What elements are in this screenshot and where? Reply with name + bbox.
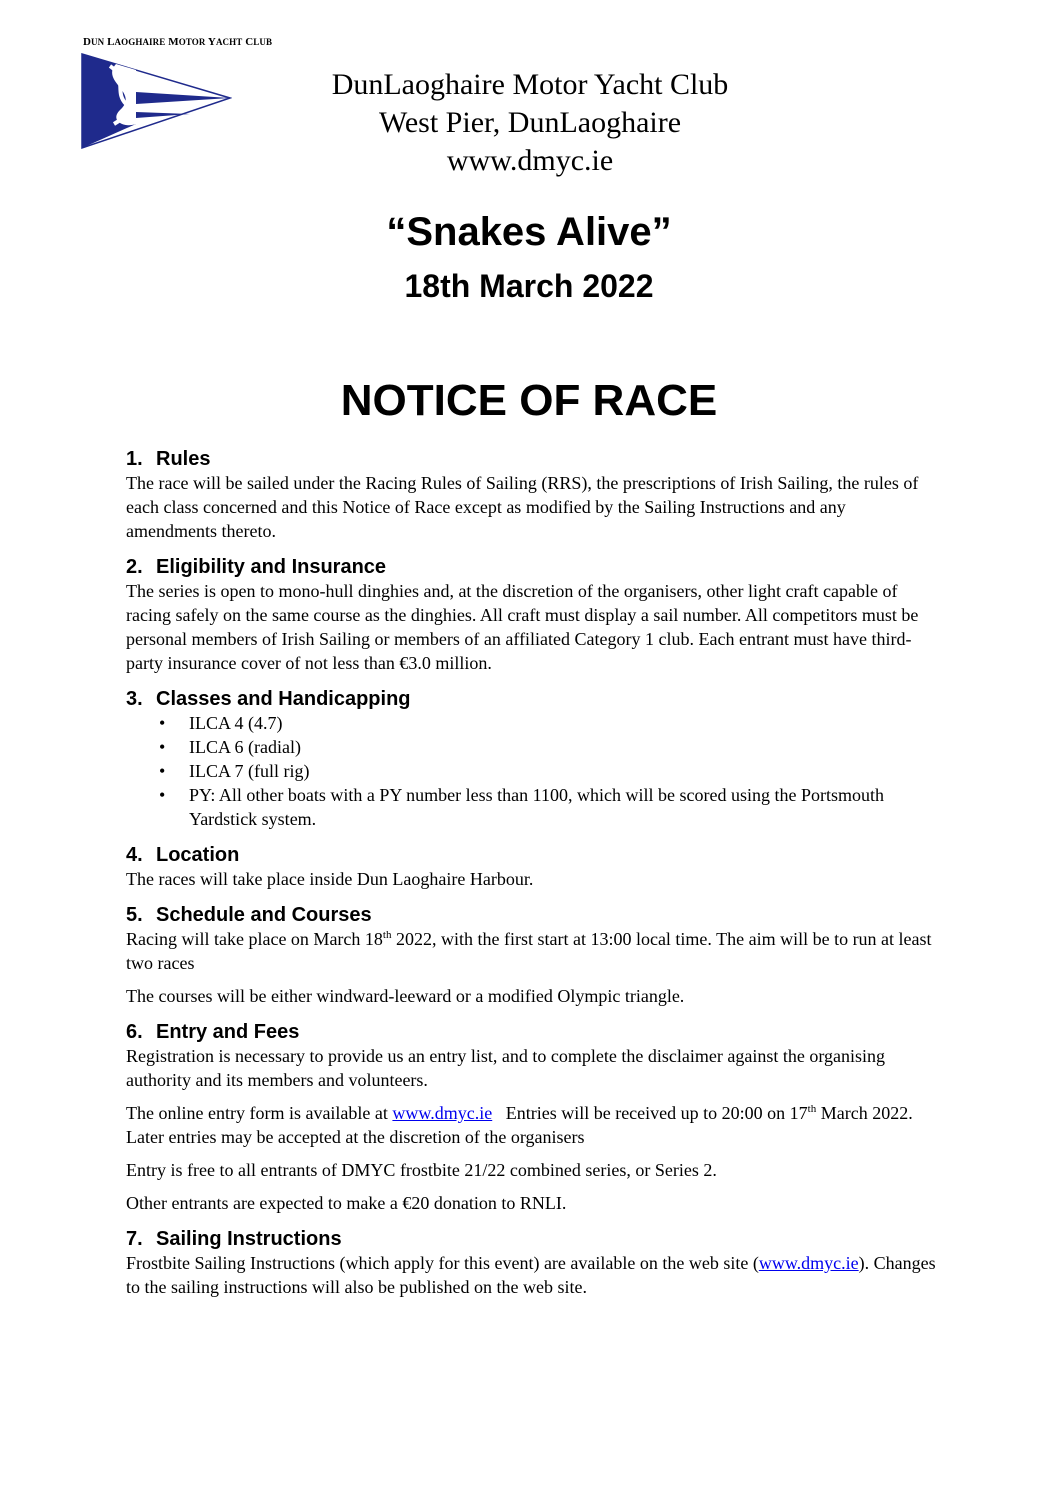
list-item: • ILCA 7 (full rig) [159, 761, 310, 781]
section-heading: 3. Classes and Handicapping [126, 688, 411, 710]
event-date: 18th March 2022 [404, 268, 654, 304]
club-name: DunLaoghaire Motor Yacht Club [331, 68, 729, 101]
section-text: The series is open to mono-hull dinghies and, at the discretion of the organisers, other light craft capable of racing safely on the same course as the dinghies. All craft must display a sail number. All competitors must be personal members of Irish Sailing or members of an affiliated Category 1 club. Each entrant must have third-party insurance cover of not less than €3.0 million. [126, 581, 919, 673]
bullet-icon: • [159, 713, 166, 733]
notice-title: NOTICE OF RACE [340, 376, 718, 425]
section-heading: 2. Eligibility and Insurance [126, 556, 387, 578]
section-text: Entry is free to all entrants of DMYC frostbite 21/22 combined series, or Series 2. [126, 1160, 717, 1180]
section-heading: 4. Location [126, 844, 240, 866]
section-text: Other entrants are expected to make a €20 donation to RNLI. [126, 1193, 567, 1213]
notice-sections [126, 447, 936, 1311]
section-entry [126, 1020, 936, 1215]
website-link[interactable]: www.dmyc.ie [758, 1253, 859, 1273]
class-list [126, 711, 936, 831]
section-text: The race will be sailed under the Racing Rules of Sailing (RRS), the prescriptions of Irish Sailing, the rules of each class concerned and this Notice of Race except as modified by the Sailing Instructions and any amendments thereto. [126, 473, 919, 541]
section-location [126, 843, 936, 891]
section-text: Frostbite Sailing Instructions (which apply for this event) are available on the web site (www.dmyc.ie). Changes to the sailing instructions will also be published on the web site. [126, 1253, 936, 1297]
list-item: • ILCA 4 (4.7) [159, 713, 283, 733]
club-address: West Pier, DunLaoghaire [378, 106, 682, 139]
section-schedule [126, 903, 936, 1008]
club-header [300, 66, 760, 180]
section-heading: 1. Rules [126, 448, 211, 470]
bullet-icon: • [159, 785, 166, 805]
bullet-icon: • [159, 761, 166, 781]
section-classes [126, 687, 936, 831]
entry-form-link[interactable]: www.dmyc.ie [392, 1103, 493, 1123]
section-heading: 6. Entry and Fees [126, 1021, 300, 1043]
list-item: • PY: All other boats with a PY number less than 1100, which will be scored using the Portsmouth Yardstick system. [159, 785, 884, 829]
section-text: The courses will be either windward-leeward or a modified Olympic triangle. [126, 986, 685, 1006]
section-text: Registration is necessary to provide us an entry list, and to complete the disclaimer against the organising authority and its members and volunteers. [126, 1046, 885, 1090]
club-website: www.dmyc.ie [446, 144, 614, 177]
section-instructions [126, 1227, 936, 1299]
burgee-flag-icon [80, 52, 232, 150]
logo-caption: DUN LAOGHAIRE MOTOR YACHT CLUB [83, 36, 273, 48]
section-text: Racing will take place on March 18th 2022, with the first start at 13:00 local time. The aim will be to run at least two races [126, 929, 932, 973]
event-title: “Snakes Alive” [386, 210, 672, 254]
section-rules [126, 447, 936, 543]
bullet-icon: • [159, 737, 166, 757]
section-heading: 7. Sailing Instructions [126, 1228, 342, 1250]
section-eligibility [126, 555, 936, 675]
list-item: • ILCA 6 (radial) [159, 737, 301, 757]
section-text: The races will take place inside Dun Laoghaire Harbour. [126, 869, 534, 889]
section-heading: 5. Schedule and Courses [126, 904, 372, 926]
section-text: The online entry form is available at www.dmyc.ie Entries will be received up to 20:00 on 17th March 2022. Later entries may be accepted at the discretion of the organisers [126, 1103, 913, 1147]
